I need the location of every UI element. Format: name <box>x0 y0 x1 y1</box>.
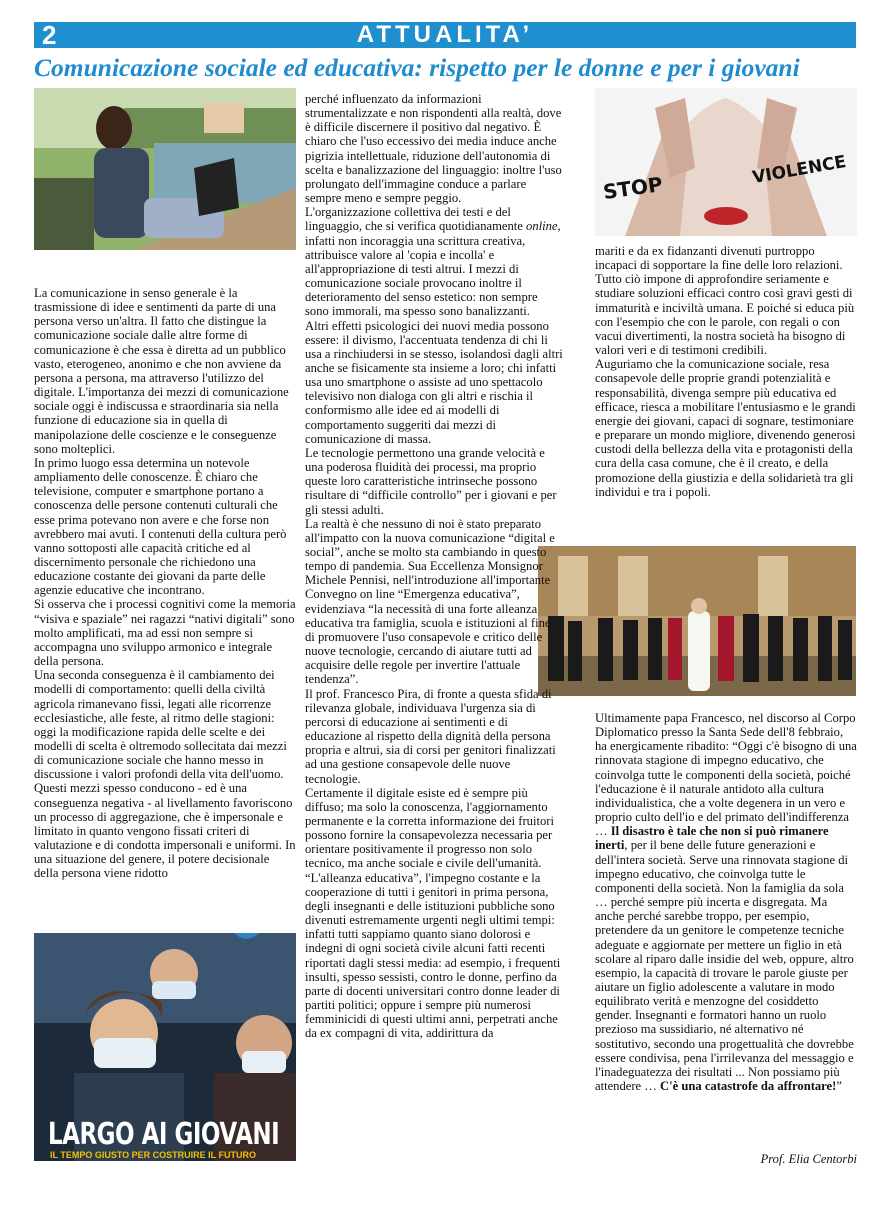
column-3-lower-text <box>595 711 857 1093</box>
col3b-part-b: , per il bene delle future generazioni e dell'intera società. Serve una rinnovata stagione di impegno educativo, che coinvolga tutte le componenti della società. Non la famiglia da sola … perché sempre più incerta e disgregata. Ma anche perché sarebbe troppo, per esempio, pretendere da un genitore le competenze tecniche adeguate e aggiornate per mettere un figlio in età scolare al riparo dalle insidie del web, oppure, altro esempio, la capacità di trovare le parole giuste per aiutare un figlio adolescente a valutare in modo equilibrato verità e menzogne del cosiddetto gender. Insegnanti e formatori hanno un ruolo prezioso ma sussidiario, né alternativo né sostitutivo, secondo una progettualità che dovrebbe essere condivisa, pena l'irrilevanza del messaggio e l'inadeguatezza dei risultati ... Non possiamo più attendere … <box>595 838 854 1094</box>
column-2-text <box>305 92 563 1040</box>
violence-label: VIOLENCE <box>750 151 848 189</box>
col2-part-a: perché influenzato da informazioni strumentalizzate e non rispondenti alla realtà, dove è difficile discernere il positivo dal negativo. È chiaro che l'uso eccessivo dei media induce anche pigrizia intellettuale, riduzione dell'autonomia di scelta e banalizzazione del linguaggio: inoltre l'uso prolungato dell'immagine conduce a parlare sempre meno e sempre peggio. L'organizzazione collettiva dei testi e del linguaggio, che si verifica quotidianamente <box>305 92 562 234</box>
woman-laptop-photo <box>34 88 296 250</box>
col3b-part-a: Ultimamente papa Francesco, nel discorso al Corpo Diplomatico presso la Santa Sede dell'8 febbraio, ha energicamente ribadito: “Oggi c'è bisogno di una rinnovata stagione di impegno educativo, che coinvolga tutte le componenti della società, poiché l'educazione è il naturale antidoto alla cultura individualistica, che a volte degenera in un vero e proprio culto dell'io e del primato dell'indifferenza … <box>595 711 857 839</box>
author-signature: Prof. Elia Centorbi <box>760 1152 857 1166</box>
col2-part-b: , infatti non incoraggia una scrittura creativa, attribuisce valore al 'copia e incolla' e all'appropriazione di testi altrui. I mezzi di comunicazione sociale provocano inoltre il deterioramento del senso estetico: non sempre sono immorali, ma spesso sono banalizzanti. Altri effetti psicologici dei nuovi media possono essere: il divismo, l'accentuata tendenza di chi li usa a rinchiudersi in se stesso, isolandosi dagli altri anche se fisicamente sta insieme a loro; chi infatti usa uno smartphone o assiste ad uno spettacolo televisivo non dialoga con gli altri e rischia il conformismo alle idee ed ai modelli di comportamento suggeriti dai mezzi di comunicazione di massa. Le tecnologie permettono una grande velocità e una poderosa fluidità dei processi, ma proprio queste loro caratteristiche intrinseche possono risultare di “difficile controllo” per i giovani e per gli stessi adulti. La realtà è che nessuno di noi è stato preparato all'impatto con la nuova comunicazione “digital e social”, anche se molto sta cambiando in questo tempo di pandemia. Sua Eccellenza Monsignor Michele Pennisi, nell'introduzione all'importante Convegno on line “Emergenza educativa”, evidenziava “la necessità di una forte alleanza educativa tra famiglia, scuola e istituzioni al fine di promuovere l'uso consapevole e critico delle nuove tecnologie, cercando di aiutare tutti ad acquisire delle regole per invertire l'attuale tendenza”. Il prof. Francesco Pira, di fronte a questa sfida di rilevanza globale, individuava l'urgenza sia di percorsi di educazione ai sentimenti e di educazione al rispetto della dignità della persona propria e altrui, sia di corsi per genitori finalizzati ad una gestione consapevole delle nuove tecnologie. Certamente il digitale esiste ed è sempre più diffuso; ma solo la conoscenza, l'aggiornamento permanente e la corretta informazione dei fruitori possono fornire la consapevolezza necessaria per orientare positivamente il progresso non solo tecnico, ma anche sociale e civile dell'umanità. “L'alleanza educativa”, l'impegno costante e la cooperazione di tutti i genitori in prima persona, degli insegnanti e delle istituzioni pubbliche sono divenuti estremamente urgenti negli ultimi tempi: infatti tutti sappiamo quanto siano dolorosi e indegni di ogni società civile alcuni fatti recenti riportati dagli stessi media: ad esempio, i frequenti insulti, spesso sessisti, contro le donne, perfino da parte di docenti universitari contro donne leader di partiti politici; oppure i sempre più numerosi femminicidi di questi ultimi anni, perpetrati anche da ex compagni di vita, addirittura da <box>305 219 563 1041</box>
col3a-body: mariti e da ex fidanzanti divenuti purtroppo incapaci di sopportare la fine delle loro relazioni. Tutto ciò impone di approfondire seriamente e studiare soluzioni efficaci contro così gravi gesti di immaturità e inciviltà umana. E poiché si educa più con l'esempio che con le parole, con regali o con vacui divertimenti, la nostra società ha bisogno di valori veri e di testimoni credibili. Auguriamo che la comunicazione sociale, resa consapevole delle proprie grandi potenzialità e responsabilità, divenga sempre più educativa ed efficace, riesca a mobilitare l'entusiasmo e le grandi energie dei giovani, capaci di sognare, testimoniare e preparare un mondo migliore, divenendo generosi custodi della bellezza della vita e protagonisti della cura della casa comune, che è il creato, e della promozione della giustizia e della solidarietà tra gli individui e tra i popoli. <box>595 244 856 499</box>
article-title: Comunicazione sociale ed educativa: rispetto per le donne e per i giovani <box>34 53 800 82</box>
col3b-bold-1: Il disastro è tale che non si può rimanere inerti <box>595 824 829 853</box>
poster-subtitle: IL TEMPO GIUSTO PER COSTRUIRE IL FUTURO <box>50 1150 257 1160</box>
poster-title: LARGO AI GIOVANI <box>48 1118 280 1152</box>
col3b-part-c: ” <box>836 1079 842 1094</box>
column-1-text <box>34 286 296 881</box>
section-title: ATTUALITA’ <box>356 21 534 48</box>
col3b-bold-2: C'è una catastrofe da affrontare! <box>660 1079 837 1094</box>
pope-audience-photo <box>538 546 856 696</box>
stop-label: STOP <box>601 171 665 205</box>
page-number: 2 <box>42 20 57 50</box>
col1-body: La comunicazione in senso generale è la trasmissione di idee e sentimenti da parte di una persona verso un'altra. Il fatto che distingue la comunicazione sociale dalle altre forme di comunicazione è che essa è diretta ad un pubblico vasto, eterogeneo, anonimo e che non avviene da persona a persona, ma attraverso l'utilizzo del digitale. L'importanza dei mezzi di comunicazione sociale oggi è indiscussa e straordinaria sia nella funzione di educazione sia in quella di manipolazione delle coscienze e le conseguenze sono molteplici. In primo luogo essa determina un notevole ampliamento delle conoscenze. È chiaro che televisione, computer e smartphone portano a conoscenza delle persone contenuti culturali che esse prima potevano non avere e che forse non avrebbero mai avuti. I contenuti della cultura però vanno sottoposti alle capacità critiche ed al discernimento personale che richiedono una educazione costante dei giovani da parte delle agenzie educative che incontrano. Si osserva che i processi cognitivi come la memoria “visiva e spaziale” nei ragazzi “nativi digitali” sono molto amplificati, ma ad essi non sempre si accompagna uno sviluppo armonico e integrale della persona. Una seconda conseguenza è il cambiamento dei modelli di comportamento: quelli della civiltà agricola rimanevano fissi, legati alle ricorrenze ecclesiastiche, alle feste, al ritmo delle stagioni: oggi la modificazione rapida delle scelte e dei modelli di scelta è oltremodo sollecitata dai mezzi di comunicazione sociale che hanno messo in discussione i valori profondi della vita dell'uomo. Questi mezzi spesso conducono - ed è una conseguenza negativa - al livellamento favoriscono un processo di aggregazione, che è impersonale e limitato in quanto vengono fissati criteri di valutazione e di condotta impersonali e uniformi. In una situazione del genere, il potere decisionale della persona viene ridotto <box>34 286 296 881</box>
column-3-upper-text <box>595 244 857 499</box>
col2-online: online <box>526 219 558 234</box>
